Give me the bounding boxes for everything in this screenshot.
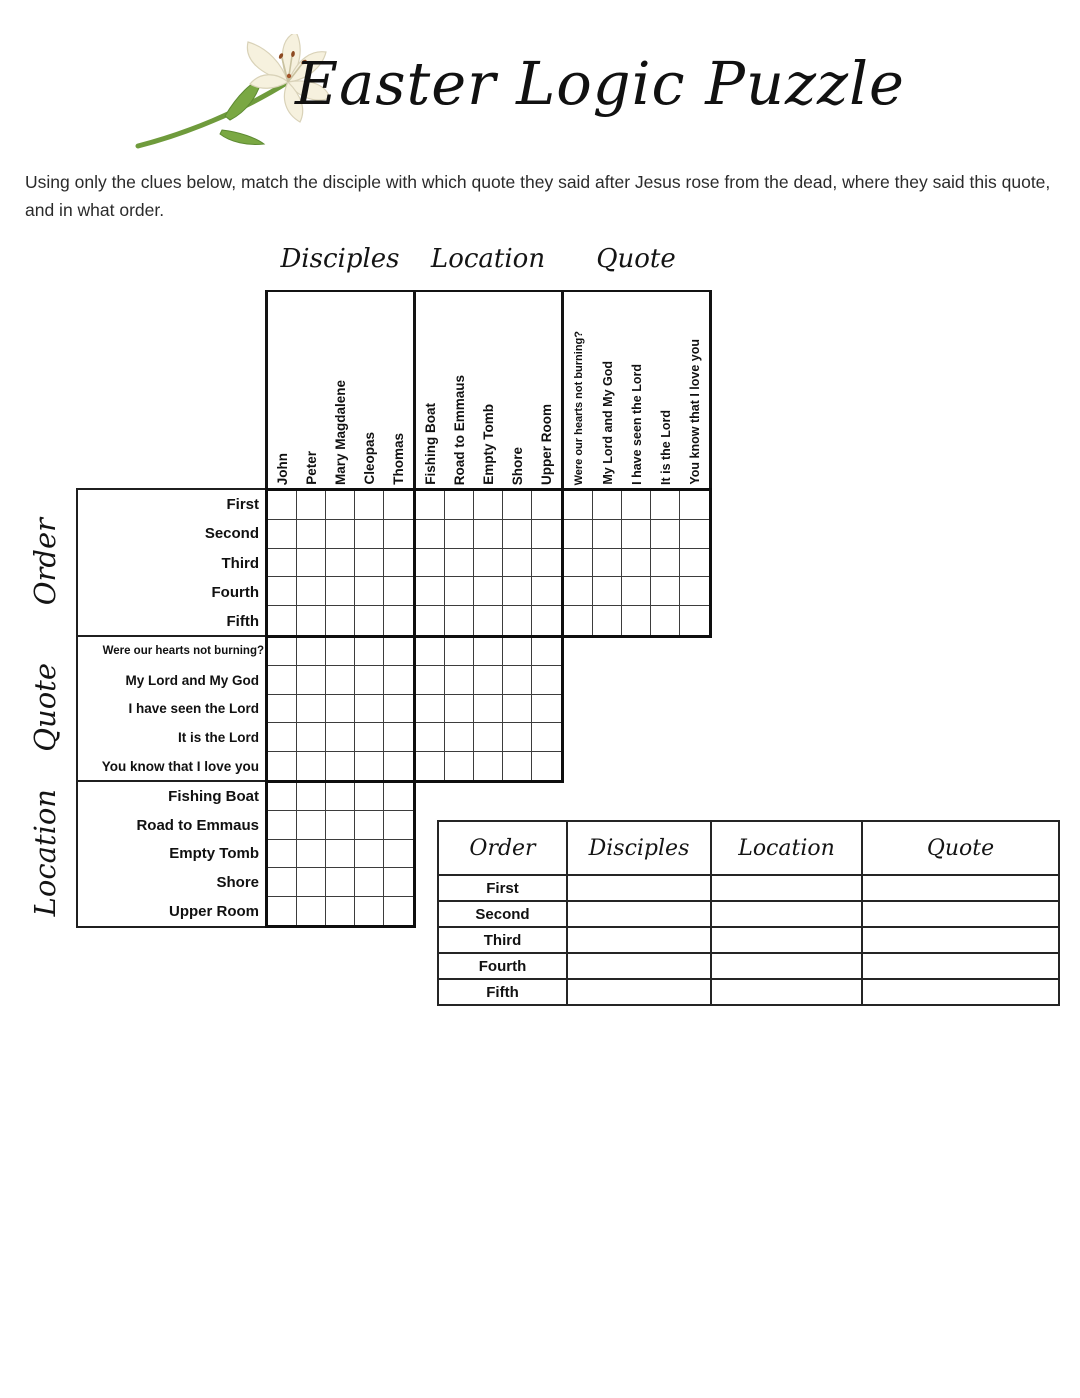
grid-cell[interactable] (503, 695, 532, 723)
grid-cell[interactable] (297, 811, 326, 839)
grid-cell[interactable] (268, 723, 297, 751)
answer-table (437, 820, 1060, 1006)
answer-row (438, 901, 1059, 927)
column-headers-location (413, 290, 564, 491)
grid-cell[interactable] (416, 577, 445, 606)
row-header: My Lord and My God (125, 672, 259, 688)
grid-cell[interactable] (326, 897, 355, 925)
row-header: Second (204, 525, 259, 543)
grid-cell[interactable] (326, 695, 355, 723)
grid-cell[interactable] (416, 695, 445, 723)
grid-cell[interactable] (651, 549, 680, 578)
grid-cell[interactable] (297, 783, 326, 811)
grid-cell[interactable] (532, 752, 561, 780)
column-header: It is the Lord (658, 410, 673, 485)
grid-cell[interactable] (384, 695, 413, 723)
row-labels-order (76, 488, 268, 638)
grid-cell[interactable] (564, 549, 593, 578)
grid-cell[interactable] (384, 666, 413, 694)
row-header: Upper Room (169, 903, 259, 921)
grid-cell[interactable] (355, 520, 384, 549)
grid-cell[interactable] (416, 638, 445, 666)
grid-cell[interactable] (268, 491, 297, 520)
page-title: Easter Logic Puzzle (295, 49, 905, 118)
answer-cell[interactable] (711, 875, 862, 901)
column-header: I have seen the Lord (629, 364, 644, 485)
grid-cell[interactable] (474, 549, 503, 578)
grid-cell[interactable] (593, 549, 622, 578)
answer-cell[interactable] (567, 927, 711, 953)
row-header: Third (221, 554, 259, 572)
grid-cell[interactable] (297, 752, 326, 780)
grid-cell[interactable] (355, 577, 384, 606)
answer-header-order: Order (469, 835, 536, 861)
grid-cell[interactable] (297, 723, 326, 751)
grid-cell[interactable] (622, 491, 651, 520)
category-label-location-rows: Location (28, 788, 62, 917)
grid-cell[interactable] (564, 520, 593, 549)
grid-cell[interactable] (268, 695, 297, 723)
column-header: Thomas (391, 433, 406, 485)
grid-block-quote-location (413, 635, 564, 783)
grid-cell[interactable] (355, 491, 384, 520)
row-header: I have seen the Lord (128, 701, 259, 717)
grid-cell[interactable] (355, 549, 384, 578)
grid-cell[interactable] (268, 752, 297, 780)
grid-cell[interactable] (416, 491, 445, 520)
grid-cell[interactable] (564, 606, 593, 635)
grid-cell[interactable] (416, 606, 445, 635)
grid-cell[interactable] (297, 549, 326, 578)
grid-cell[interactable] (474, 638, 503, 666)
grid-cell[interactable] (384, 520, 413, 549)
grid-cell[interactable] (593, 520, 622, 549)
grid-cell[interactable] (384, 606, 413, 635)
grid-cell[interactable] (268, 811, 297, 839)
answer-row (438, 927, 1059, 953)
answer-cell[interactable] (862, 927, 1059, 953)
row-labels-quote (76, 635, 268, 783)
grid-cell[interactable] (593, 577, 622, 606)
grid-cell[interactable] (680, 577, 709, 606)
grid-cell[interactable] (297, 897, 326, 925)
answer-cell[interactable] (711, 901, 862, 927)
grid-block-quote-disciples (265, 635, 416, 783)
grid-cell[interactable] (297, 520, 326, 549)
grid-cell[interactable] (445, 491, 474, 520)
grid-cell[interactable] (474, 520, 503, 549)
answer-row-label: Second (438, 901, 567, 927)
grid-cell[interactable] (445, 549, 474, 578)
grid-cell[interactable] (326, 723, 355, 751)
grid-cell[interactable] (564, 491, 593, 520)
column-header: Fishing Boat (423, 403, 438, 485)
grid-cell[interactable] (326, 840, 355, 868)
grid-cell[interactable] (564, 577, 593, 606)
grid-cell[interactable] (384, 811, 413, 839)
grid-cell[interactable] (532, 666, 561, 694)
grid-cell[interactable] (445, 723, 474, 751)
category-label-quote-rows: Quote (28, 663, 62, 752)
grid-cell[interactable] (622, 520, 651, 549)
grid-cell[interactable] (326, 868, 355, 896)
grid-cell[interactable] (622, 577, 651, 606)
row-header: Were our hearts not burning? (102, 645, 264, 658)
grid-cell[interactable] (384, 752, 413, 780)
grid-cell[interactable] (384, 491, 413, 520)
answer-cell[interactable] (862, 979, 1059, 1005)
row-header: Shore (216, 874, 259, 892)
answer-cell[interactable] (567, 901, 711, 927)
grid-cell[interactable] (474, 752, 503, 780)
grid-cell[interactable] (384, 840, 413, 868)
grid-cell[interactable] (503, 752, 532, 780)
answer-row (438, 875, 1059, 901)
column-header: Road to Emmaus (452, 374, 467, 485)
grid-cell[interactable] (297, 638, 326, 666)
column-header: Mary Magdalene (333, 379, 348, 485)
grid-cell[interactable] (268, 577, 297, 606)
grid-cell[interactable] (532, 520, 561, 549)
answer-cell[interactable] (711, 979, 862, 1005)
grid-cell[interactable] (355, 868, 384, 896)
answer-row (438, 979, 1059, 1005)
answer-header-location: Location (738, 835, 835, 861)
grid-cell[interactable] (268, 783, 297, 811)
grid-cell[interactable] (445, 752, 474, 780)
grid-cell[interactable] (326, 549, 355, 578)
grid-cell[interactable] (680, 549, 709, 578)
grid-cell[interactable] (355, 811, 384, 839)
grid-cell[interactable] (532, 695, 561, 723)
instructions-text: Using only the clues below, match the disciple with which quote they said after Jesus rose from the dead, where they said this quote, and in what order. (25, 172, 1051, 220)
grid-cell[interactable] (297, 606, 326, 635)
grid-cell[interactable] (503, 520, 532, 549)
grid-cell[interactable] (355, 606, 384, 635)
grid-cell[interactable] (326, 520, 355, 549)
grid-cell[interactable] (268, 840, 297, 868)
grid-cell[interactable] (355, 638, 384, 666)
grid-cell[interactable] (326, 606, 355, 635)
grid-cell[interactable] (445, 666, 474, 694)
grid-cell[interactable] (622, 606, 651, 635)
grid-cell[interactable] (297, 666, 326, 694)
grid-cell[interactable] (503, 577, 532, 606)
grid-cell[interactable] (268, 638, 297, 666)
grid-cell[interactable] (622, 549, 651, 578)
grid-cell[interactable] (532, 723, 561, 751)
grid-cell[interactable] (326, 783, 355, 811)
grid-cell[interactable] (474, 491, 503, 520)
column-header: Shore (510, 446, 525, 485)
answer-row-label: First (438, 875, 567, 901)
row-header: Empty Tomb (169, 845, 259, 863)
grid-cell[interactable] (651, 491, 680, 520)
grid-cell[interactable] (651, 520, 680, 549)
column-header: Upper Room (539, 404, 554, 485)
answer-cell[interactable] (862, 875, 1059, 901)
grid-block-order-disciples (265, 488, 416, 638)
grid-cell[interactable] (532, 638, 561, 666)
grid-cell[interactable] (268, 520, 297, 549)
grid-cell[interactable] (384, 897, 413, 925)
answer-row (438, 953, 1059, 979)
grid-cell[interactable] (297, 577, 326, 606)
grid-cell[interactable] (268, 549, 297, 578)
grid-cell[interactable] (355, 783, 384, 811)
column-header: Peter (304, 451, 319, 485)
grid-cell[interactable] (416, 520, 445, 549)
grid-cell[interactable] (680, 520, 709, 549)
grid-cell[interactable] (355, 752, 384, 780)
grid-cell[interactable] (474, 723, 503, 751)
answer-cell[interactable] (862, 901, 1059, 927)
grid-block-order-location (413, 488, 564, 638)
answer-header-quote: Quote (926, 835, 995, 861)
answer-cell[interactable] (567, 875, 711, 901)
grid-cell[interactable] (355, 897, 384, 925)
grid-cell[interactable] (355, 723, 384, 751)
answer-row-label: Fifth (438, 979, 567, 1005)
grid-cell[interactable] (503, 606, 532, 635)
grid-cell[interactable] (268, 868, 297, 896)
grid-cell[interactable] (445, 638, 474, 666)
column-header: You know that I love you (687, 339, 702, 485)
column-header: My Lord and My God (600, 361, 615, 485)
grid-cell[interactable] (680, 606, 709, 635)
grid-cell[interactable] (355, 695, 384, 723)
answer-header-disciples: Disciples (588, 835, 690, 861)
grid-cell[interactable] (532, 577, 561, 606)
grid-cell[interactable] (384, 638, 413, 666)
row-labels-location (76, 780, 268, 928)
grid-cell[interactable] (532, 606, 561, 635)
grid-cell[interactable] (297, 868, 326, 896)
answer-row-label: Fourth (438, 953, 567, 979)
answer-cell[interactable] (567, 953, 711, 979)
grid-cell[interactable] (416, 723, 445, 751)
grid-cell[interactable] (297, 695, 326, 723)
grid-cell[interactable] (474, 577, 503, 606)
grid-cell[interactable] (593, 606, 622, 635)
grid-cell[interactable] (326, 666, 355, 694)
grid-cell[interactable] (297, 491, 326, 520)
grid-cell[interactable] (326, 811, 355, 839)
grid-cell[interactable] (416, 666, 445, 694)
column-header: John (275, 452, 290, 485)
grid-cell[interactable] (384, 723, 413, 751)
grid-cell[interactable] (268, 897, 297, 925)
answer-cell[interactable] (567, 979, 711, 1005)
grid-cell[interactable] (503, 638, 532, 666)
column-header: Empty Tomb (481, 404, 496, 485)
grid-cell[interactable] (355, 840, 384, 868)
grid-cell[interactable] (416, 752, 445, 780)
answer-row-label: Third (438, 927, 567, 953)
grid-cell[interactable] (651, 577, 680, 606)
answer-cell[interactable] (862, 953, 1059, 979)
category-label-quote: Quote (596, 244, 676, 274)
category-label-disciples: Disciples (280, 244, 400, 274)
grid-cell[interactable] (474, 695, 503, 723)
grid-cell[interactable] (384, 549, 413, 578)
grid-cell[interactable] (474, 606, 503, 635)
grid-cell[interactable] (384, 577, 413, 606)
grid-cell[interactable] (326, 638, 355, 666)
grid-cell[interactable] (384, 868, 413, 896)
grid-cell[interactable] (503, 723, 532, 751)
row-header: Fifth (226, 612, 259, 630)
row-header: Fourth (211, 583, 259, 601)
grid-cell[interactable] (503, 666, 532, 694)
grid-cell[interactable] (474, 666, 503, 694)
grid-cell[interactable] (532, 549, 561, 578)
column-headers-quote (561, 290, 712, 491)
row-header: You know that I love you (101, 759, 259, 775)
grid-cell[interactable] (445, 577, 474, 606)
grid-cell[interactable] (503, 549, 532, 578)
grid-cell[interactable] (268, 606, 297, 635)
answer-cell[interactable] (711, 927, 862, 953)
grid-cell[interactable] (445, 520, 474, 549)
grid-cell[interactable] (416, 549, 445, 578)
grid-cell[interactable] (384, 783, 413, 811)
grid-cell[interactable] (297, 840, 326, 868)
row-header: Fishing Boat (168, 787, 259, 805)
grid-cell[interactable] (445, 695, 474, 723)
grid-cell[interactable] (503, 491, 532, 520)
grid-block-location-disciples (265, 780, 416, 928)
grid-cell[interactable] (680, 491, 709, 520)
category-label-location: Location (430, 244, 546, 274)
row-header: First (226, 496, 259, 514)
row-header: It is the Lord (178, 730, 259, 746)
category-label-order: Order (28, 517, 62, 606)
column-headers-disciples (265, 290, 416, 491)
column-header: Were our hearts not burning? (572, 330, 585, 485)
grid-cell[interactable] (651, 606, 680, 635)
grid-cell[interactable] (593, 491, 622, 520)
grid-cell[interactable] (326, 752, 355, 780)
grid-cell[interactable] (355, 666, 384, 694)
grid-cell[interactable] (326, 577, 355, 606)
column-header: Cleopas (362, 432, 377, 485)
grid-cell[interactable] (445, 606, 474, 635)
answer-cell[interactable] (711, 953, 862, 979)
grid-cell[interactable] (326, 491, 355, 520)
grid-cell[interactable] (268, 666, 297, 694)
grid-cell[interactable] (532, 491, 561, 520)
row-header: Road to Emmaus (136, 816, 259, 834)
grid-block-order-quote (561, 488, 712, 638)
